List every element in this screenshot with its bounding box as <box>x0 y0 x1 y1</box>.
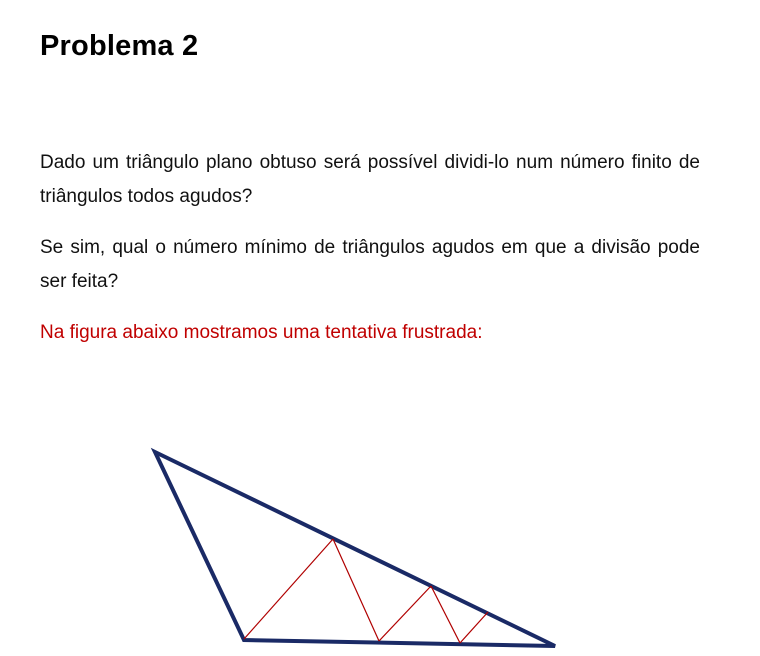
question-paragraph-1: Dado um triângulo plano obtuso será possível dividi-lo num número finito de triângulos todos agudos? <box>40 152 700 207</box>
subdivision-lines <box>244 539 488 643</box>
subdivision-line <box>431 586 460 643</box>
subdivision-line <box>244 539 333 639</box>
subdivision-line <box>379 586 431 641</box>
subdivision-line <box>460 612 488 643</box>
question-paragraph-2: Se sim, qual o número mínimo de triângulos agudos em que a divisão pode ser feita? <box>40 237 700 292</box>
figure-caption: Na figura abaixo mostramos uma tentativa frustrada: <box>40 322 483 343</box>
problem-title: Problema 2 <box>40 30 199 62</box>
obtuse-triangle-outline <box>155 452 555 646</box>
subdivision-line <box>333 539 379 641</box>
